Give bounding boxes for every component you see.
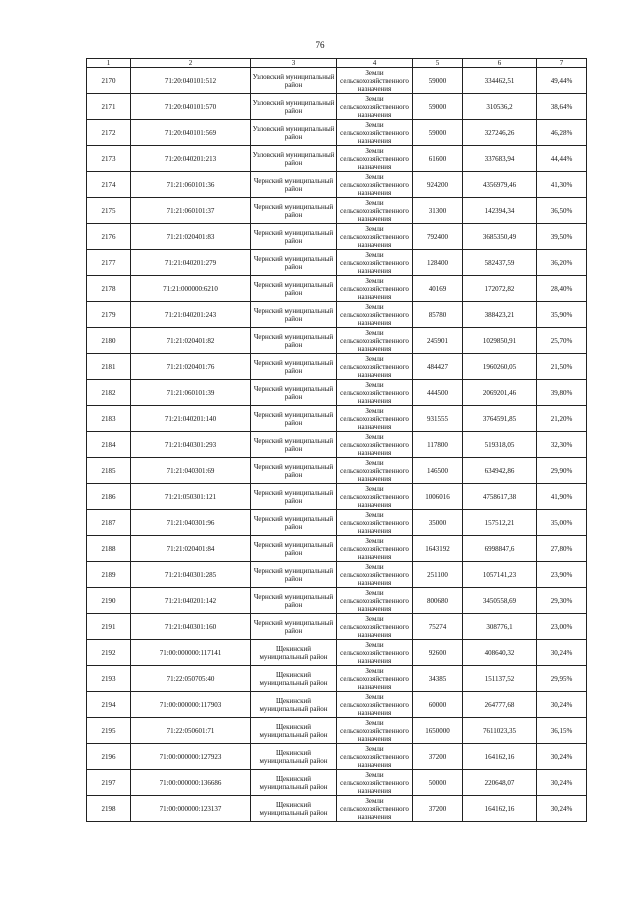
row-number-cell: 2176	[87, 224, 131, 250]
district-cell: Щекинский муниципальный район	[251, 666, 337, 692]
cadastral-value-cell: 220648,07	[463, 770, 537, 796]
row-number-cell: 2195	[87, 718, 131, 744]
cadastral-number-cell: 71:21:040201:243	[131, 302, 251, 328]
percentage-cell: 36,15%	[537, 718, 587, 744]
district-cell: Узловский муниципальный район	[251, 94, 337, 120]
row-number-cell: 2198	[87, 796, 131, 822]
table-row	[87, 692, 587, 718]
land-category-cell: Земли сельскохозяйственного назначения	[337, 744, 413, 770]
district-cell: Узловский муниципальный район	[251, 68, 337, 94]
area-cell: 444500	[413, 380, 463, 406]
table-row	[87, 770, 587, 796]
land-category-cell: Земли сельскохозяйственного назначения	[337, 562, 413, 588]
percentage-cell: 23,00%	[537, 614, 587, 640]
district-cell: Щекинский муниципальный район	[251, 718, 337, 744]
land-category-cell: Земли сельскохозяйственного назначения	[337, 588, 413, 614]
table-row	[87, 354, 587, 380]
percentage-cell: 39,50%	[537, 224, 587, 250]
cadastral-value-cell: 157512,21	[463, 510, 537, 536]
land-category-cell: Земли сельскохозяйственного назначения	[337, 432, 413, 458]
cadastral-number-cell: 71:00:000000:117141	[131, 640, 251, 666]
table-row	[87, 120, 587, 146]
land-category-cell: Земли сельскохозяйственного назначения	[337, 614, 413, 640]
land-category-cell: Земли сельскохозяйственного назначения	[337, 224, 413, 250]
cadastral-number-cell: 71:20:040101:569	[131, 120, 251, 146]
percentage-cell: 41,30%	[537, 172, 587, 198]
cadastral-number-cell: 71:21:040301:285	[131, 562, 251, 588]
area-cell: 50000	[413, 770, 463, 796]
table-row	[87, 198, 587, 224]
table-row	[87, 458, 587, 484]
cadastral-value-cell: 4758617,38	[463, 484, 537, 510]
table-body	[87, 68, 587, 822]
cadastral-value-cell: 1960260,05	[463, 354, 537, 380]
row-number-cell: 2184	[87, 432, 131, 458]
cadastral-number-cell: 71:20:040201:213	[131, 146, 251, 172]
percentage-cell: 49,44%	[537, 68, 587, 94]
cadastral-number-cell: 71:00:000000:117903	[131, 692, 251, 718]
table-row	[87, 68, 587, 94]
district-cell: Чернский муниципальный район	[251, 276, 337, 302]
land-category-cell: Земли сельскохозяйственного назначения	[337, 276, 413, 302]
area-cell: 931555	[413, 406, 463, 432]
percentage-cell: 27,80%	[537, 536, 587, 562]
percentage-cell: 30,24%	[537, 770, 587, 796]
column-header: 1	[87, 59, 131, 68]
row-number-cell: 2194	[87, 692, 131, 718]
row-number-cell: 2181	[87, 354, 131, 380]
cadastral-number-cell: 71:00:000000:136686	[131, 770, 251, 796]
cadastral-value-cell: 334462,51	[463, 68, 537, 94]
percentage-cell: 46,28%	[537, 120, 587, 146]
district-cell: Чернский муниципальный район	[251, 224, 337, 250]
cadastral-number-cell: 71:22:050705:40	[131, 666, 251, 692]
district-cell: Чернский муниципальный район	[251, 198, 337, 224]
cadastral-value-cell: 3764591,85	[463, 406, 537, 432]
row-number-cell: 2196	[87, 744, 131, 770]
land-category-cell: Земли сельскохозяйственного назначения	[337, 146, 413, 172]
row-number-cell: 2189	[87, 562, 131, 588]
table-row	[87, 510, 587, 536]
area-cell: 92600	[413, 640, 463, 666]
area-cell: 31300	[413, 198, 463, 224]
cadastral-number-cell: 71:21:020401:84	[131, 536, 251, 562]
percentage-cell: 36,50%	[537, 198, 587, 224]
percentage-cell: 44,44%	[537, 146, 587, 172]
table-row	[87, 250, 587, 276]
district-cell: Щекинский муниципальный район	[251, 640, 337, 666]
land-category-cell: Земли сельскохозяйственного назначения	[337, 328, 413, 354]
column-header: 7	[537, 59, 587, 68]
percentage-cell: 25,70%	[537, 328, 587, 354]
row-number-cell: 2170	[87, 68, 131, 94]
cadastral-number-cell: 71:20:040101:512	[131, 68, 251, 94]
cadastral-value-cell: 142394,34	[463, 198, 537, 224]
percentage-cell: 38,64%	[537, 94, 587, 120]
percentage-cell: 29,30%	[537, 588, 587, 614]
cadastral-number-cell: 71:21:060101:36	[131, 172, 251, 198]
row-number-cell: 2193	[87, 666, 131, 692]
area-cell: 924200	[413, 172, 463, 198]
area-cell: 1643192	[413, 536, 463, 562]
area-cell: 146500	[413, 458, 463, 484]
percentage-cell: 21,50%	[537, 354, 587, 380]
district-cell: Чернский муниципальный район	[251, 406, 337, 432]
land-category-cell: Земли сельскохозяйственного назначения	[337, 94, 413, 120]
cadastral-value-cell: 164162,16	[463, 796, 537, 822]
cadastral-value-cell: 6998847,6	[463, 536, 537, 562]
cadastral-value-cell: 3450558,69	[463, 588, 537, 614]
area-cell: 75274	[413, 614, 463, 640]
percentage-cell: 39,80%	[537, 380, 587, 406]
cadastral-number-cell: 71:21:020401:76	[131, 354, 251, 380]
land-category-cell: Земли сельскохозяйственного назначения	[337, 692, 413, 718]
row-number-cell: 2190	[87, 588, 131, 614]
district-cell: Чернский муниципальный район	[251, 432, 337, 458]
row-number-cell: 2182	[87, 380, 131, 406]
table-row	[87, 614, 587, 640]
cadastral-value-cell: 310536,2	[463, 94, 537, 120]
area-cell: 59000	[413, 120, 463, 146]
cadastral-value-cell: 1057141,23	[463, 562, 537, 588]
row-number-cell: 2191	[87, 614, 131, 640]
land-category-cell: Земли сельскохозяйственного назначения	[337, 380, 413, 406]
area-cell: 61600	[413, 146, 463, 172]
district-cell: Чернский муниципальный район	[251, 588, 337, 614]
area-cell: 484427	[413, 354, 463, 380]
table-row	[87, 718, 587, 744]
page-number: 76	[315, 40, 325, 50]
area-cell: 85780	[413, 302, 463, 328]
district-cell: Чернский муниципальный район	[251, 354, 337, 380]
row-number-cell: 2172	[87, 120, 131, 146]
area-cell: 245901	[413, 328, 463, 354]
land-category-cell: Земли сельскохозяйственного назначения	[337, 302, 413, 328]
cadastral-number-cell: 71:00:000000:127923	[131, 744, 251, 770]
district-cell: Чернский муниципальный район	[251, 510, 337, 536]
cadastral-value-cell: 4356979,46	[463, 172, 537, 198]
land-category-cell: Земли сельскохозяйственного назначения	[337, 718, 413, 744]
area-cell: 59000	[413, 68, 463, 94]
district-cell: Чернский муниципальный район	[251, 484, 337, 510]
row-number-cell: 2197	[87, 770, 131, 796]
row-number-cell: 2175	[87, 198, 131, 224]
percentage-cell: 29,95%	[537, 666, 587, 692]
row-number-cell: 2183	[87, 406, 131, 432]
area-cell: 117800	[413, 432, 463, 458]
table-row	[87, 94, 587, 120]
table-row	[87, 484, 587, 510]
cadastral-value-cell: 164162,16	[463, 744, 537, 770]
column-number-row	[87, 59, 587, 68]
column-header: 2	[131, 59, 251, 68]
area-cell: 792400	[413, 224, 463, 250]
row-number-cell: 2185	[87, 458, 131, 484]
table-row	[87, 380, 587, 406]
land-category-cell: Земли сельскохозяйственного назначения	[337, 536, 413, 562]
table-row	[87, 146, 587, 172]
row-number-cell: 2180	[87, 328, 131, 354]
cadastral-value-cell: 634942,86	[463, 458, 537, 484]
area-cell: 800680	[413, 588, 463, 614]
table-row	[87, 536, 587, 562]
land-category-cell: Земли сельскохозяйственного назначения	[337, 510, 413, 536]
percentage-cell: 29,90%	[537, 458, 587, 484]
row-number-cell: 2171	[87, 94, 131, 120]
cadastral-number-cell: 71:21:040301:69	[131, 458, 251, 484]
percentage-cell: 32,30%	[537, 432, 587, 458]
cadastral-number-cell: 71:21:060101:37	[131, 198, 251, 224]
cadastral-value-cell: 3685350,49	[463, 224, 537, 250]
cadastral-number-cell: 71:21:020401:83	[131, 224, 251, 250]
table-row	[87, 640, 587, 666]
row-number-cell: 2173	[87, 146, 131, 172]
land-category-cell: Земли сельскохозяйственного назначения	[337, 250, 413, 276]
row-number-cell: 2179	[87, 302, 131, 328]
district-cell: Чернский муниципальный район	[251, 172, 337, 198]
row-number-cell: 2192	[87, 640, 131, 666]
land-category-cell: Земли сельскохозяйственного назначения	[337, 796, 413, 822]
district-cell: Чернский муниципальный район	[251, 458, 337, 484]
cadastral-value-cell: 264777,68	[463, 692, 537, 718]
cadastral-value-cell: 408640,32	[463, 640, 537, 666]
area-cell: 35000	[413, 510, 463, 536]
district-cell: Узловский муниципальный район	[251, 146, 337, 172]
table-row	[87, 276, 587, 302]
table-row	[87, 172, 587, 198]
table-row	[87, 328, 587, 354]
cadastral-value-cell: 2069201,46	[463, 380, 537, 406]
cadastral-number-cell: 71:20:040101:570	[131, 94, 251, 120]
district-cell: Щекинский муниципальный район	[251, 744, 337, 770]
percentage-cell: 30,24%	[537, 796, 587, 822]
row-number-cell: 2186	[87, 484, 131, 510]
land-category-cell: Земли сельскохозяйственного назначения	[337, 770, 413, 796]
cadastral-value-cell: 151137,52	[463, 666, 537, 692]
table-row	[87, 302, 587, 328]
cadastral-value-cell: 1029850,91	[463, 328, 537, 354]
percentage-cell: 23,90%	[537, 562, 587, 588]
area-cell: 1006016	[413, 484, 463, 510]
cadastral-number-cell: 71:21:040301:293	[131, 432, 251, 458]
cadastral-value-cell: 327246,26	[463, 120, 537, 146]
row-number-cell: 2177	[87, 250, 131, 276]
column-header: 4	[337, 59, 413, 68]
table-row	[87, 432, 587, 458]
percentage-cell: 28,40%	[537, 276, 587, 302]
percentage-cell: 30,24%	[537, 744, 587, 770]
table-row	[87, 406, 587, 432]
land-category-cell: Земли сельскохозяйственного назначения	[337, 120, 413, 146]
district-cell: Щекинский муниципальный район	[251, 796, 337, 822]
land-category-cell: Земли сельскохозяйственного назначения	[337, 406, 413, 432]
cadastral-number-cell: 71:21:040301:96	[131, 510, 251, 536]
row-number-cell: 2188	[87, 536, 131, 562]
table-row	[87, 562, 587, 588]
land-category-cell: Земли сельскохозяйственного назначения	[337, 172, 413, 198]
district-cell: Чернский муниципальный район	[251, 328, 337, 354]
area-cell: 251100	[413, 562, 463, 588]
district-cell: Щекинский муниципальный район	[251, 692, 337, 718]
cadastral-number-cell: 71:22:050601:71	[131, 718, 251, 744]
cadastral-number-cell: 71:21:040201:279	[131, 250, 251, 276]
cadastral-number-cell: 71:21:020401:82	[131, 328, 251, 354]
row-number-cell: 2178	[87, 276, 131, 302]
area-cell: 59000	[413, 94, 463, 120]
area-cell: 60000	[413, 692, 463, 718]
district-cell: Чернский муниципальный район	[251, 250, 337, 276]
district-cell: Чернский муниципальный район	[251, 562, 337, 588]
land-category-cell: Земли сельскохозяйственного назначения	[337, 68, 413, 94]
column-header: 5	[413, 59, 463, 68]
table-row	[87, 588, 587, 614]
district-cell: Чернский муниципальный район	[251, 302, 337, 328]
cadastral-value-cell: 337683,94	[463, 146, 537, 172]
district-cell: Чернский муниципальный район	[251, 536, 337, 562]
percentage-cell: 30,24%	[537, 692, 587, 718]
land-category-cell: Земли сельскохозяйственного назначения	[337, 484, 413, 510]
land-category-cell: Земли сельскохозяйственного назначения	[337, 666, 413, 692]
area-cell: 1650000	[413, 718, 463, 744]
land-category-cell: Земли сельскохозяйственного назначения	[337, 198, 413, 224]
percentage-cell: 35,00%	[537, 510, 587, 536]
row-number-cell: 2174	[87, 172, 131, 198]
cadastral-number-cell: 71:21:040201:140	[131, 406, 251, 432]
land-register-table	[86, 58, 587, 822]
area-cell: 34385	[413, 666, 463, 692]
percentage-cell: 30,24%	[537, 640, 587, 666]
district-cell: Узловский муниципальный район	[251, 120, 337, 146]
area-cell: 128400	[413, 250, 463, 276]
cadastral-value-cell: 7611023,35	[463, 718, 537, 744]
cadastral-number-cell: 71:21:050301:121	[131, 484, 251, 510]
percentage-cell: 36,20%	[537, 250, 587, 276]
row-number-cell: 2187	[87, 510, 131, 536]
cadastral-value-cell: 582437,59	[463, 250, 537, 276]
land-category-cell: Земли сельскохозяйственного назначения	[337, 458, 413, 484]
percentage-cell: 35,90%	[537, 302, 587, 328]
percentage-cell: 21,20%	[537, 406, 587, 432]
column-header: 6	[463, 59, 537, 68]
area-cell: 37200	[413, 744, 463, 770]
cadastral-number-cell: 71:21:040201:142	[131, 588, 251, 614]
percentage-cell: 41,90%	[537, 484, 587, 510]
land-category-cell: Земли сельскохозяйственного назначения	[337, 640, 413, 666]
district-cell: Чернский муниципальный район	[251, 614, 337, 640]
cadastral-value-cell: 308776,1	[463, 614, 537, 640]
table-row	[87, 224, 587, 250]
district-cell: Чернский муниципальный район	[251, 380, 337, 406]
district-cell: Щекинский муниципальный район	[251, 770, 337, 796]
land-category-cell: Земли сельскохозяйственного назначения	[337, 354, 413, 380]
cadastral-number-cell: 71:21:040301:160	[131, 614, 251, 640]
table-row	[87, 666, 587, 692]
cadastral-number-cell: 71:21:000000:6210	[131, 276, 251, 302]
column-header: 3	[251, 59, 337, 68]
cadastral-value-cell: 172072,82	[463, 276, 537, 302]
cadastral-value-cell: 388423,21	[463, 302, 537, 328]
area-cell: 37200	[413, 796, 463, 822]
table-row	[87, 744, 587, 770]
table-row	[87, 796, 587, 822]
cadastral-value-cell: 519318,05	[463, 432, 537, 458]
cadastral-number-cell: 71:00:000000:123137	[131, 796, 251, 822]
area-cell: 40169	[413, 276, 463, 302]
cadastral-number-cell: 71:21:060101:39	[131, 380, 251, 406]
